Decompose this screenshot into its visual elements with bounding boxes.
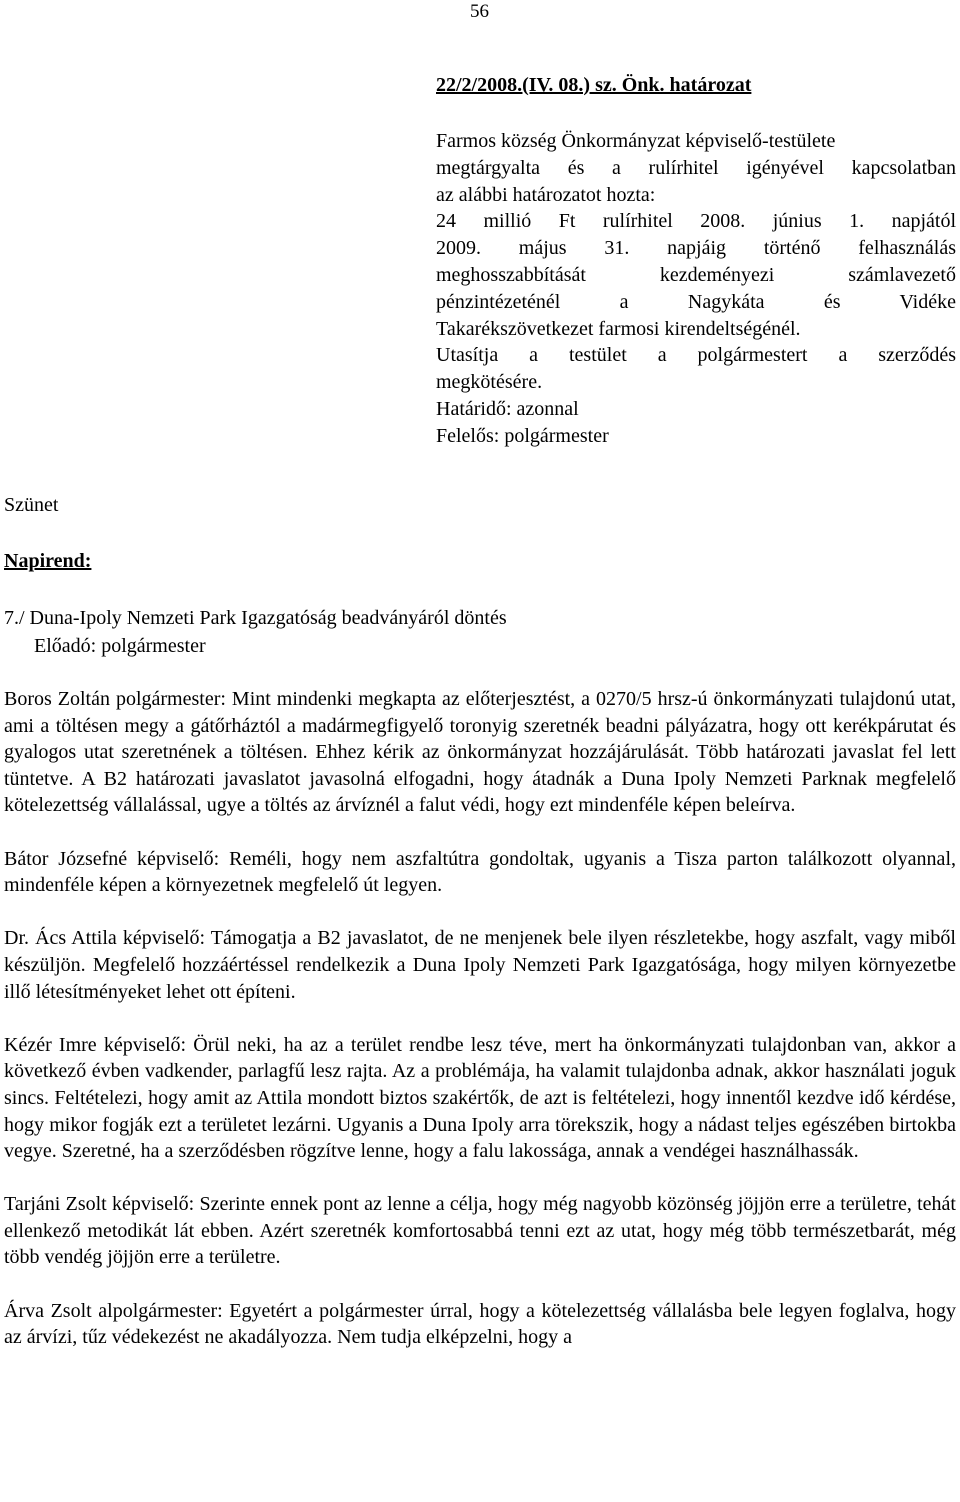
speech-paragraph: Dr. Ács Attila képviselő: Támogatja a B2 javaslatot, de ne menjenek bele ilyen részletekbe, hogy aszfalt, vagy miből készüljön. Megfelelő hozzáértéssel rendelkezik a Duna Ipoly Nemzeti Park Igazgatósága, hogy milyen környezetbe illő létesítményeket lehet ott építeni. <box>4 927 956 1003</box>
resolution-body <box>436 128 956 450</box>
agenda-item-title: 7./ Duna-Ipoly Nemzeti Park Igazgatóság beadványáról döntés <box>4 607 507 629</box>
minutes-body <box>4 686 956 1351</box>
resolution-line: Takarékszövetkezet farmosi kirendeltségénél. <box>436 317 801 340</box>
deadline-line: Határidő: azonnal <box>436 397 579 420</box>
resolution-line: megkötésére. <box>436 371 543 394</box>
agenda-presenter: Előadó: polgármester <box>34 635 206 657</box>
speech-paragraph: Tarjáni Zsolt képviselő: Szerinte ennek pont az lenne a célja, hogy még nagyobb közönség jöjjön erre a területre, tehát ellenkező metodikát lát ebben. Azért szeretnék komfortosabbá tenni ezt az utat, hogy még több természetbarát, még több vendég jöjjön erre a területre. <box>4 1193 956 1269</box>
speech-paragraph: Kézér Imre képviselő: Örül neki, ha az a terület rendbe lesz téve, mert ha önkormányzati tulajdonban van, akkor a következő évben vadkender, parlagfű lesz rajta. Az a problémája, ha valamit tulajdonba adnak, akkor használati joguk sincs. Feltételezi, hogy amit az Attila mondott biztos szakértők, de azt is feltételezi, hogy innentől kezdve idő kérdése, hogy mikor fogják ezt a területet lezárni. Ugyanis a Duna Ipoly arra törekszik, hogy a nádast teljes egészében birtokba vegye. Szeretné, ha a szerződésben rögzítve lenne, hogy a falu lakossága, annak a vendégei használhassák. <box>4 1033 956 1163</box>
resolution-line: 2009. május 31. napjáig történő felhasználás <box>436 237 956 260</box>
speech-paragraph: Boros Zoltán polgármester: Mint mindenki megkapta az előterjesztést, a 0270/5 hrsz-ú önkormányzati tulajdonú utat, ami a töltésen megy a gátőrháztól a madármegfigyelő toronyig szeretnék beadni pályázatra, hogy ott kerékpárutat és gyalogos utat szeretnének a töltésen. Ehhez kérik az önkormányzat hozzájárulását. Több határozati javaslat fel lett tüntetve. A B2 határozati javaslatot javasolná elfogadni, hogy átadnák a Duna Ipoly Nemzeti Parknak megfelelő kötelezettség vállalással, ugye a töltés az árvíznél a falut védi, hogy ezt mindenféle képen beleírva. <box>4 688 956 817</box>
resolution-line: pénzintézeténél a Nagykáta és Vidéke <box>436 290 956 313</box>
agenda-heading: Napirend: <box>4 550 92 572</box>
agenda-item-block <box>4 604 507 660</box>
resolution-title: 22/2/2008.(IV. 08.) sz. Önk. határozat <box>436 74 752 96</box>
resolution-line: megtárgyalta és a rulírhitel igényével kapcsolatban <box>436 156 956 179</box>
resolution-line: Farmos község Önkormányzat képviselő-testülete <box>436 130 836 152</box>
speech-paragraph: Árva Zsolt alpolgármester: Egyetért a polgármester úrral, hogy a kötelezettség vállalásba bele legyen foglalva, hogy az árvízi, tűz védekezést ne akadályozza. Nem tudja elképzelni, hogy a <box>4 1299 956 1349</box>
speech-paragraph: Bátor Józsefné képviselő: Reméli, hogy nem aszfaltútra gondoltak, ugyanis a Tisza parton találkozott olyannal, mindenféle képen a környezetnek megfelelő út legyen. <box>4 847 956 897</box>
resolution-line: az alábbi határozatot hozta: <box>436 183 656 206</box>
break-label: Szünet <box>4 494 59 516</box>
resolution-block <box>436 72 956 450</box>
resolution-line: Utasítja a testület a polgármestert a szerződés <box>436 344 956 367</box>
page-number: 56 <box>470 1 489 22</box>
resolution-line: 24 millió Ft rulírhitel 2008. június 1. napjától <box>436 210 956 233</box>
resolution-line: meghosszabbítását kezdeményezi számlavezető <box>436 263 956 286</box>
responsible-line: Felelős: polgármester <box>436 424 609 447</box>
